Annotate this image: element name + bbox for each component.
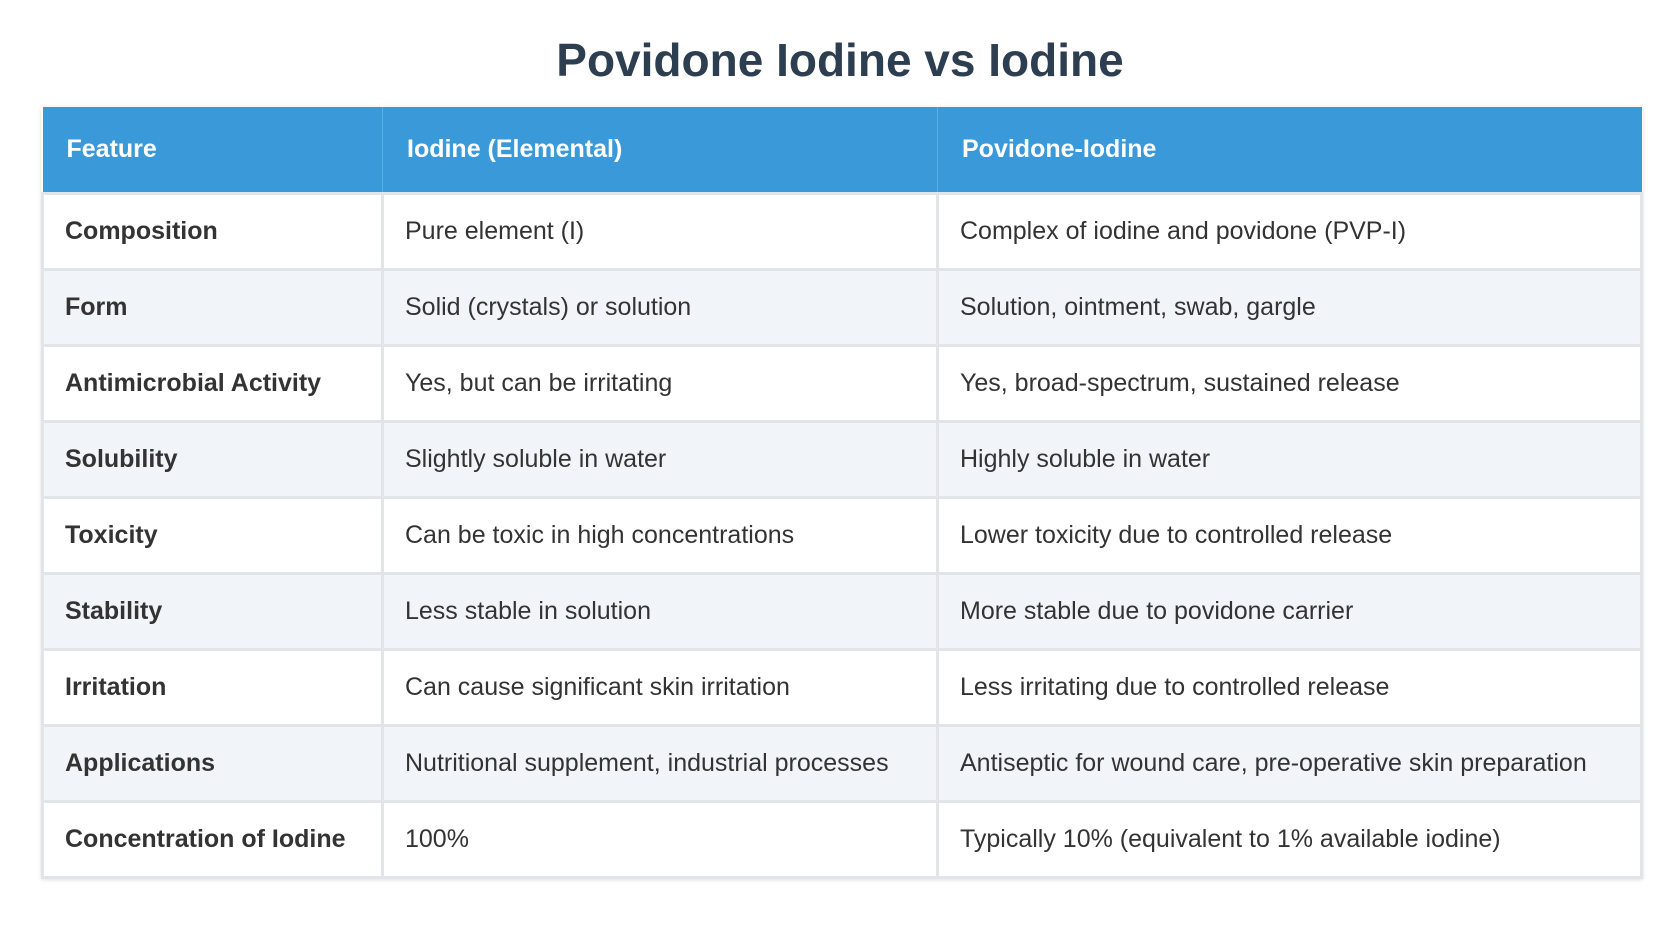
- povidone-iodine-cell: Solution, ointment, swab, gargle: [938, 270, 1642, 346]
- table-row: [43, 726, 1642, 802]
- iodine-cell: Pure element (I): [383, 194, 938, 270]
- table-header: [43, 107, 1642, 194]
- table-row: [43, 802, 1642, 878]
- table-row: [43, 346, 1642, 422]
- feature-cell: Stability: [43, 574, 383, 650]
- header-row: [43, 107, 1642, 194]
- feature-cell: Toxicity: [43, 498, 383, 574]
- povidone-iodine-cell: Antiseptic for wound care, pre-operative skin preparation: [938, 726, 1642, 802]
- povidone-iodine-cell: Complex of iodine and povidone (PVP-I): [938, 194, 1642, 270]
- iodine-cell: Yes, but can be irritating: [383, 346, 938, 422]
- table-row: [43, 422, 1642, 498]
- iodine-cell: Less stable in solution: [383, 574, 938, 650]
- header-povidone-iodine: Povidone-Iodine: [938, 107, 1642, 194]
- iodine-cell: Slightly soluble in water: [383, 422, 938, 498]
- table-body: [43, 194, 1642, 878]
- feature-cell: Irritation: [43, 650, 383, 726]
- header-feature: Feature: [43, 107, 383, 194]
- iodine-cell: Nutritional supplement, industrial processes: [383, 726, 938, 802]
- feature-cell: Antimicrobial Activity: [43, 346, 383, 422]
- iodine-cell: 100%: [383, 802, 938, 878]
- table-row: [43, 574, 1642, 650]
- feature-cell: Applications: [43, 726, 383, 802]
- iodine-cell: Solid (crystals) or solution: [383, 270, 938, 346]
- feature-cell: Composition: [43, 194, 383, 270]
- table-row: [43, 270, 1642, 346]
- header-iodine: Iodine (Elemental): [383, 107, 938, 194]
- table-row: [43, 498, 1642, 574]
- povidone-iodine-cell: Lower toxicity due to controlled release: [938, 498, 1642, 574]
- table-row: [43, 194, 1642, 270]
- povidone-iodine-cell: More stable due to povidone carrier: [938, 574, 1642, 650]
- feature-cell: Concentration of Iodine: [43, 802, 383, 878]
- table-row: [43, 650, 1642, 726]
- comparison-table: [41, 107, 1643, 879]
- page-title: Povidone Iodine vs Iodine: [556, 34, 1124, 86]
- povidone-iodine-cell: Typically 10% (equivalent to 1% available iodine): [938, 802, 1642, 878]
- feature-cell: Form: [43, 270, 383, 346]
- povidone-iodine-cell: Highly soluble in water: [938, 422, 1642, 498]
- feature-cell: Solubility: [43, 422, 383, 498]
- comparison-table-container: [41, 107, 1640, 879]
- iodine-cell: Can cause significant skin irritation: [383, 650, 938, 726]
- povidone-iodine-cell: Yes, broad-spectrum, sustained release: [938, 346, 1642, 422]
- povidone-iodine-cell: Less irritating due to controlled release: [938, 650, 1642, 726]
- iodine-cell: Can be toxic in high concentrations: [383, 498, 938, 574]
